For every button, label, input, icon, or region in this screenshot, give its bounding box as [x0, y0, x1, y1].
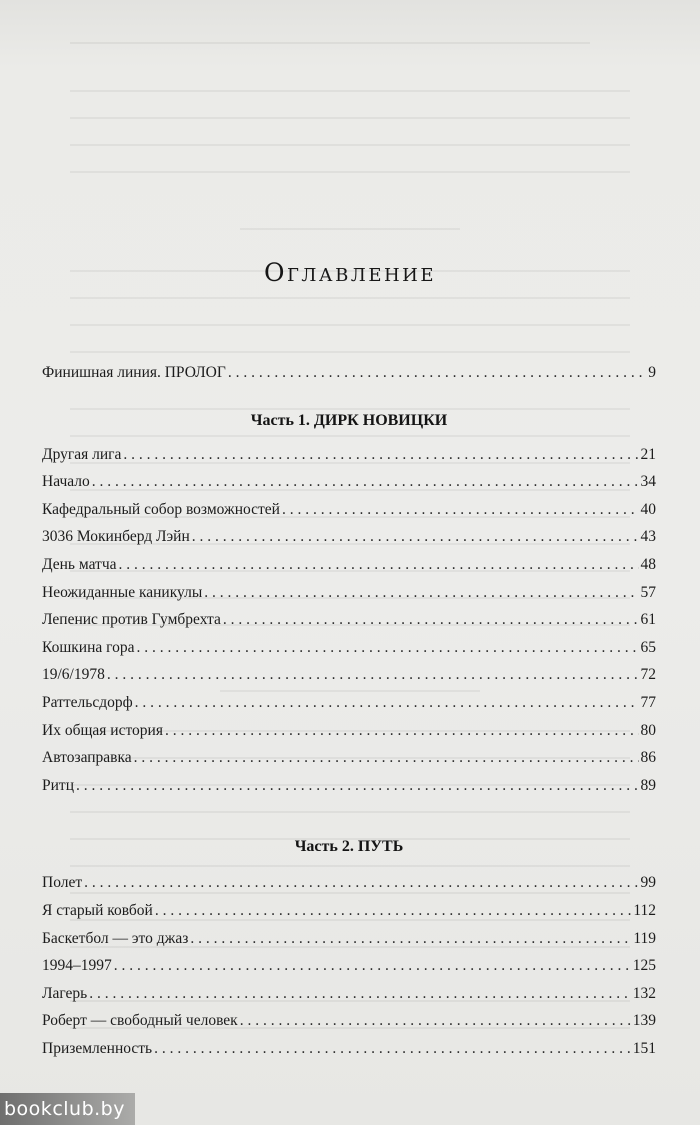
dot-leader [282, 501, 639, 519]
dot-leader [92, 473, 639, 491]
toc-entry-label: 1994–1997 [42, 957, 112, 975]
toc-entry-label: Раттельсдорф [42, 693, 133, 711]
toc-entry-label: Финишная линия. ПРОЛОГ [42, 364, 226, 381]
toc-entry[interactable] [42, 611, 656, 639]
toc-entry[interactable] [42, 639, 656, 667]
toc-entry-label: День матча [42, 555, 117, 573]
site-watermark: bookclub.by [0, 1093, 135, 1125]
dot-leader [228, 364, 646, 382]
toc-entry-label: 3036 Мокинберд Лэйн [42, 528, 190, 546]
toc-entry-label: Кафедральный собор возможностей [42, 500, 280, 518]
dot-leader [119, 556, 639, 574]
toc-entry[interactable] [42, 1012, 656, 1040]
page-title: Оглавление [264, 258, 436, 287]
toc-entry-page: 40 [640, 500, 656, 518]
toc-entry-page: 9 [648, 364, 656, 381]
toc-entry-label: 19/6/1978 [42, 666, 105, 684]
toc-entry-page: 112 [633, 901, 656, 919]
toc-entry-page: 65 [640, 638, 656, 656]
dot-leader [134, 749, 639, 767]
part-heading-2: Часть 2. ПУТЬ [294, 838, 404, 856]
toc-entry-label: Полет [42, 874, 83, 892]
toc-entry-label: Баскетбол — это джаз [42, 929, 189, 947]
dot-leader [155, 902, 632, 920]
toc-entry[interactable] [42, 777, 656, 805]
toc-entry[interactable] [42, 501, 656, 529]
toc-entry-page: 34 [640, 473, 656, 491]
toc-entry[interactable] [42, 722, 656, 750]
toc-entry-label: Автозаправка [42, 749, 132, 767]
toc-entry-page: 151 [632, 1039, 656, 1057]
toc-entry[interactable] [42, 666, 656, 694]
dot-leader [114, 957, 631, 975]
toc-entry[interactable] [42, 985, 656, 1013]
toc-entry-page: 77 [640, 693, 656, 711]
toc-entry-page: 48 [640, 555, 656, 573]
dot-leader [136, 639, 638, 657]
toc-entry[interactable] [42, 874, 656, 902]
toc-entry-label: Ритц [42, 776, 74, 794]
toc-entry-page: 61 [640, 611, 656, 629]
dot-leader [165, 722, 639, 740]
toc-entry-page: 89 [640, 776, 656, 794]
toc-entry-label: Я старый ковбой [42, 901, 153, 919]
dot-leader [190, 930, 631, 948]
dot-leader [223, 611, 639, 629]
toc-entry-page: 86 [640, 749, 656, 767]
toc-entry-page: 43 [640, 528, 656, 546]
toc-entry[interactable] [42, 694, 656, 722]
dot-leader [107, 666, 639, 684]
toc-entry-page: 72 [640, 666, 656, 684]
dot-leader [76, 777, 639, 795]
toc-entry[interactable] [42, 902, 656, 930]
toc-entry-label: Лагерь [42, 984, 88, 1002]
part-heading-1: Часть 1. ДИРК НОВИЦКИ [250, 411, 448, 429]
toc-entry-page: 80 [640, 721, 656, 739]
dot-leader [123, 446, 638, 464]
toc-entry[interactable] [42, 749, 656, 777]
dot-leader [84, 874, 638, 892]
toc-entry-label: Их общая история [42, 721, 163, 739]
toc-entry[interactable] [42, 957, 656, 985]
toc-entry[interactable] [42, 1040, 656, 1068]
toc-entry[interactable] [42, 584, 656, 612]
toc-entry[interactable] [42, 473, 656, 501]
toc-entry-prologue[interactable] [42, 364, 656, 392]
dot-leader [192, 528, 639, 546]
table-of-contents [42, 364, 656, 1067]
dot-leader [204, 584, 638, 602]
toc-entry[interactable] [42, 930, 656, 958]
toc-entry[interactable] [42, 556, 656, 584]
toc-entry-label: Кошкина гора [42, 638, 135, 656]
toc-entry-page: 119 [633, 929, 656, 947]
toc-entry[interactable] [42, 528, 656, 556]
toc-entry-page: 125 [632, 957, 656, 975]
toc-entry-page: 132 [632, 984, 656, 1002]
toc-entry-label: Приземленность [42, 1039, 153, 1057]
toc-entry-label: Неожиданные каникулы [42, 583, 203, 601]
toc-entry-page: 57 [640, 583, 656, 601]
toc-entry-label: Роберт — свободный человек [42, 1012, 238, 1030]
toc-entry-label: Другая лига [42, 445, 122, 463]
toc-entry-label: Начало [42, 473, 90, 491]
dot-leader [135, 694, 639, 712]
dot-leader [89, 985, 631, 1003]
toc-entry-label: Лепенис против Гумбрехта [42, 611, 221, 629]
dot-leader [154, 1040, 631, 1058]
toc-entry-page: 21 [640, 445, 656, 463]
toc-entry[interactable] [42, 446, 656, 474]
toc-entry-page: 99 [640, 874, 656, 892]
dot-leader [240, 1012, 631, 1030]
toc-entry-page: 139 [632, 1012, 656, 1030]
